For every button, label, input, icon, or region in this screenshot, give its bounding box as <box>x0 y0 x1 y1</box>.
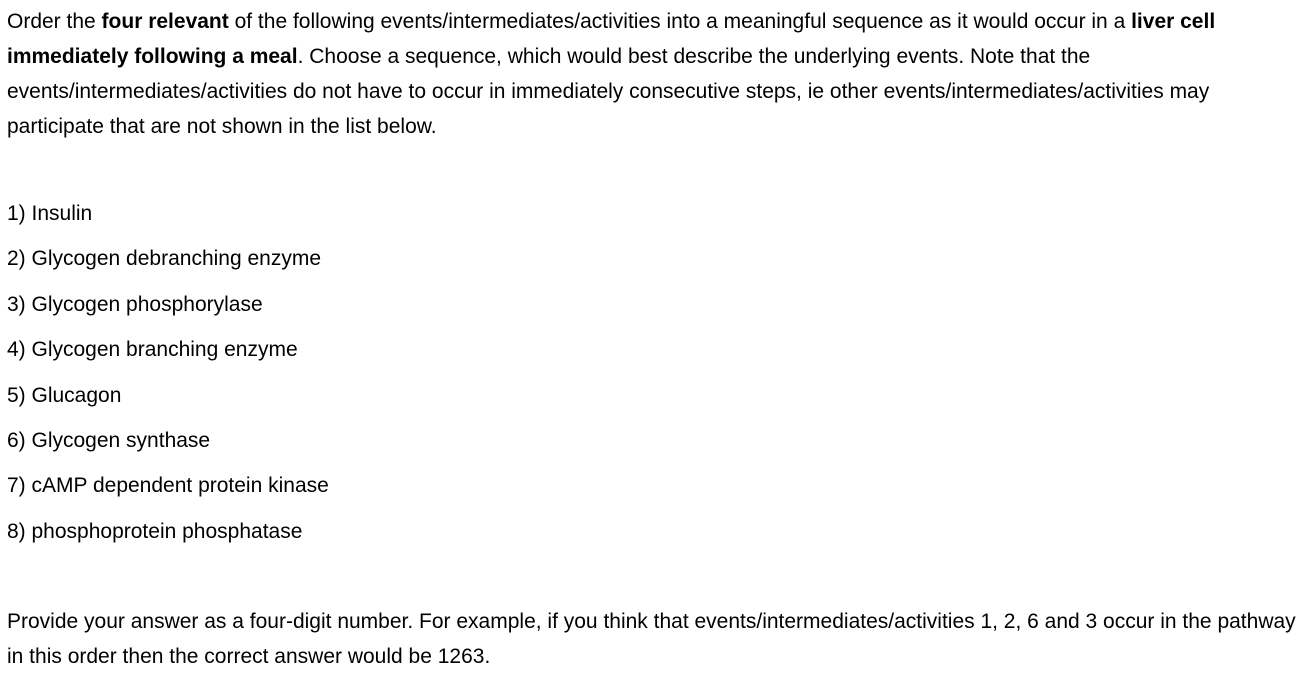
option-item: 7) cAMP dependent protein kinase <box>7 474 329 498</box>
option-item: 4) Glycogen branching enzyme <box>7 338 298 362</box>
option-item: 6) Glycogen synthase <box>7 428 211 452</box>
option-item: 5) Glucagon <box>7 383 122 407</box>
options-list <box>7 196 329 559</box>
option-item: 1) Insulin <box>7 202 93 225</box>
option-item: 3) Glycogen phosphorylase <box>7 292 263 316</box>
question-emphasis-four-relevant: four relevant <box>101 10 229 33</box>
question-text <box>7 4 1297 144</box>
question-part-3: . Choose a sequence, which would best describe the underlying events. Note that the events/intermediates/activities do not have to occur in immediately consecutive steps, ie other events/intermediates/activities may participate that are not shown in the list below. <box>7 45 1210 138</box>
question-part-1: Order the <box>7 10 102 33</box>
option-item: 8) phosphoprotein phosphatase <box>7 519 303 543</box>
question-emphasis-liver-cell: liver cell immediately following a meal <box>7 10 1216 68</box>
question-part-2: of the following events/intermediates/activities into a meaningful sequence as it would occur in a <box>228 10 1132 33</box>
answer-instructions: Provide your answer as a four-digit number. For example, if you think that events/intermediates/activities 1, 2, 6 and 3 occur in the pathway in this order then the correct answer would be 1263. <box>7 610 1296 668</box>
option-item: 2) Glycogen debranching enzyme <box>7 247 322 271</box>
